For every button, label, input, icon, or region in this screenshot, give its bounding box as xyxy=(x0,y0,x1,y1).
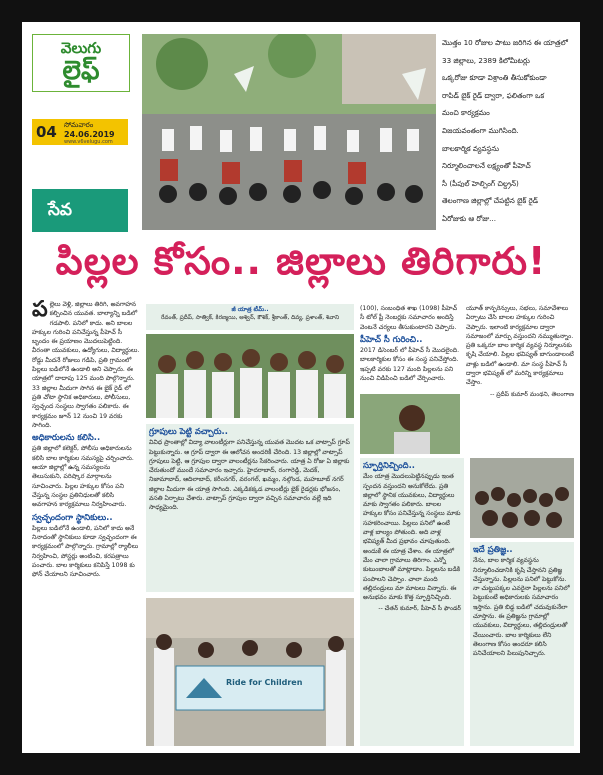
col1-subhead: అధికారులను కలిసి.. xyxy=(32,432,101,443)
col4-subhead: ఇదే ప్రతిజ్ఞ.. xyxy=(473,544,513,554)
col3-paragraph: 2017 డిసెంబర్ లో పీహెచ్ సీ మొదలైంది. బాలకార్మికుల కోసం ఈ సంస్థ పనిచేస్తోంది. ఇప్పటి వరకు 127 మంది పిల్లలను పని నుంచి విడిపించి బడిలో చేర్పించారు. xyxy=(360,347,460,383)
groups-box xyxy=(146,424,354,592)
section-label: సేవ xyxy=(32,189,128,232)
team-caption-title: జీ యాత్ర టీమ్.. xyxy=(231,307,269,313)
box-title: గ్రూపులు పెట్టి వచ్చారు.. xyxy=(149,426,228,436)
intro-line: రాపిడ్ బైక్ రైడ్ ద్వారా, ఫలితంగా ఒక xyxy=(442,90,545,100)
inspiration-box xyxy=(360,458,464,746)
intro-line: 33 జిల్లాలు, 2389 కిలోమీటర్లు xyxy=(442,55,530,65)
intro-line: విజయవంతంగా ముగిసింది. xyxy=(442,125,519,135)
team-caption xyxy=(146,304,354,330)
bike-rally-illustration xyxy=(142,34,436,230)
intro-line: మొత్తం 10 రోజుల పాటు జరిగిన ఈ యాత్రలో xyxy=(442,38,568,47)
banner-illustration xyxy=(146,598,354,746)
newspaper-page xyxy=(22,22,580,753)
day-name: సోమవారం xyxy=(64,121,94,129)
box-paragraph: వివిధ ప్రాంతాల్లో విద్యా వాలంటీర్లుగా పనిచేస్తున్న యువత మొదట ఒక వాట్సాప్ గ్రూప్ పెట్టుకున్నారు. ఆ గ్రూప్ ద్వారా ఈ ఆలోచన అందరికీ చేరింది. 13 జిల్లాల్లో వాట్సాప్ గ్రూపులు పెట్టి, ఆ గ్రూపుల ద్వారా వాలంటీర్లను సేకరించారు. యాత్ర ఏ రోజు ఏ జిల్లాకు చేరుతుందో ముందే సమాచారం ఇచ్చారు. హైదరాబాద్, రంగారెడ్డి, మెదక్, నిజామాబాద్, ఆదిలాబాద్, కరీంనగర్, వరంగల్, ఖమ్మం, నల్గొండ, మహబూబ్ నగర్ జిల్లాల మీదుగా ఈ యాత్ర సాగింది. ఎక్కడికక్కడ వాలంటీర్లు బైక్ రైడర్లకు భోజనం, వసతి ఏర్పాటు చేశారు. వాట్సాప్ గ్రూపుల ద్వారా వచ్చిన సమాచారం వల్లే ఇది సాధ్యమైంది. xyxy=(149,439,350,512)
col1-paragraph: పిల్లలు బడిలోనే ఉండాలి, పనిలో కాదు అనే నినాదంతో స్థానికులు కూడా స్వచ్ఛందంగా ఈ కార్యక్రమంలో పాల్గొన్నారు. గ్రామాల్లో ర్యాలీలు నిర్వహించి, పోస్టర్లు అంటించి, కరపత్రాలు పంచారు. బాల కార్మికులు కనిపిస్తే 1098 కు ఫోన్ చేయాలని సూచించారు. xyxy=(32,524,139,579)
crowd-illustration xyxy=(470,458,574,538)
page-headline: పిల్లల కోసం.. జిల్లాలు తిరిగారు! xyxy=(55,239,547,283)
col3-byline: -- చేతన్ కుమార్, పీహెచ్ సీ ఫౌండర్ xyxy=(378,605,461,613)
col1-paragraph: ప్రతి జిల్లాలో కలెక్టర్, పోలీసు అధికారులను కలిసి బాల కార్మికుల సమస్యపై చర్చించారు. ఆయా జిల్లాల్లో ఉన్న సమస్యలను తెలుసుకుని, పరిష్కార మార్గాలను సూచించారు. పిల్లల హక్కుల కోసం పని చేస్తున్న సంస్థల ప్రతినిధులతో కలిసి అవగాహన కార్యక్రమాలు నిర్వహించారు. xyxy=(32,445,134,509)
date-bar xyxy=(32,119,128,145)
drop-cap: ప xyxy=(32,300,48,322)
col4-paragraph: యూత్ కాన్ఫరెన్సులు, సభలు, సమావేశాలు ఏర్పాటు చేసి బాలల హక్కుల గురించి చెప్పారు. ఇలాంటి కార్యక్రమాల ద్వారా సమాజంలో మార్పు వస్తుందని నమ్ముతున్నాం. ప్రతి ఒక్కరూ బాల కార్మిక వ్యవస్థ నిర్మూలనకు కృషి చేయాలి. పిల్లల భవిష్యత్ బాగుండాలంటే వాళ్లు బడిలో ఉండాలి. మా సంస్థ పీహెచ్ సీ ద్వారా భవిష్యత్ లో మరిన్ని కార్యక్రమాలు చేస్తాం. xyxy=(466,305,574,387)
page-number: 04 xyxy=(36,123,57,141)
logo-line2: లైఫ్ xyxy=(62,56,100,86)
col1-paragraph: ల్లెలు వెళ్లి, జిల్లాలు తిరిగి, అవగాహన కల్పించిన యువత. బాల్యాన్ని బడిలో గడపాలి. పనిలో కాదు. అని బాలల హక్కుల గురించి పనిచేస్తున్న పీహెచ్ సీ బృందం ఈ ప్రయాణం మొదలుపెట్టింది. వీరంతా యువకులు, ఉద్యోగులు, విద్యార్థులు. రోడ్డు మీదనే రోజులు గడిపి, ప్రతి గ్రామంలో పిల్లలు బడిలోనే ఉండాలి అని చెప్పారు. ఈ యాత్రలో దాదాపు 125 మంది పాల్గొన్నారు. 33 జిల్లాల మీదుగా సాగిన ఈ బైక్ రైడ్ లో ప్రతి చోటా స్థానిక అధికారులు, పోలీసులు, స్వచ్ఛంద సంస్థలు స్వాగతం పలికారు. ఈ కార్యక్రమం జూన్ 12 నుంచి 19 వరకు సాగింది. xyxy=(32,301,140,429)
col3-paragraph: (100), సంబంధిత శాఖ (1098) పీహెచ్ సీ టోల్ ఫ్రీ నెంబర్లకు సమాచారం అందిస్తే వెంటనే చర్యలు తీసుకుంటారని చెప్పారు. xyxy=(360,305,458,331)
intro-line: బాలకార్మిక వ్యవస్థను xyxy=(442,143,499,153)
intro-line: తెలంగాణ జిల్లాల్లో చేపట్టిన బైక్ రైడ్ xyxy=(442,196,539,206)
banner-text: Ride for Children xyxy=(226,678,303,687)
intro-line: సీ (పీపుల్ హెల్పింగ్ చిల్డ్రన్) xyxy=(442,178,519,188)
banner-photo xyxy=(146,598,354,746)
intro-column xyxy=(442,34,574,230)
team-photo xyxy=(146,334,354,418)
col3-paragraph: మేం యాత్ర మొదలుపెట్టినప్పుడు ఇంత స్పందన వస్తుందని అనుకోలేదు. ప్రతి జిల్లాలో స్థానిక యువకులు, విద్యార్థులు మాకు స్వాగతం పలికారు. బాలల హక్కుల కోసం పనిచేస్తున్న సంస్థలు మాకు సహకరించాయి. పిల్లలు పనిలో ఉంటే వాళ్ల బాల్యం పోతుంది. అది వాళ్ల భవిష్యత్ మీద ప్రభావం చూపుతుంది. అందుకే ఈ యాత్ర చేశాం. ఈ యాత్రలో మేం చాలా గ్రామాలు తిరిగాం. ఎన్నో కుటుంబాలతో మాట్లాడాం. పిల్లలను బడికి పంపాలని చెప్పాం. చాలా మంది తల్లిదండ్రులు మా మాటలు విన్నారు. ఈ అనుభవం మాకు కొత్త స్ఫూర్తినిచ్చింది. xyxy=(363,473,461,602)
column-1 xyxy=(32,300,140,746)
col1-subhead: స్వచ్ఛందంగా స్థానికులు.. xyxy=(32,511,113,522)
founder-photo xyxy=(360,394,460,454)
pledge-box xyxy=(470,542,574,746)
logo-line1: వెలుగు xyxy=(60,39,102,57)
website: www.v6velugu.com xyxy=(64,139,113,145)
column-4a xyxy=(466,304,574,448)
intro-line: నిర్మూలించాలనే లక్ష్యంతో పీహెచ్ xyxy=(442,161,531,171)
bike-rally-photo xyxy=(142,34,436,230)
col4-byline: -- ప్రదీప్ కుమార్ మంథని, తెలంగాణ xyxy=(490,390,574,398)
intro-line: ఒక్కరోజు కూడా విశ్రాంతి తీసుకోకుండా xyxy=(442,73,547,83)
issue-date: 24.06.2019 xyxy=(64,130,115,139)
intro-line: ఏరోజుకు ఆ రోజు... xyxy=(442,213,497,223)
team-caption-names: రేవంత్, ప్రదీప్, సాత్విక్, కిరణ్మయి, అశ్విన్, కౌశిక్, శ్రీకాంత్, దివ్య, ప్రశాంత్, శివాని xyxy=(160,315,340,321)
crowd-photo xyxy=(470,458,574,538)
col4-paragraph: నేను, బాల కార్మిక వ్యవస్థను నిర్మూలించడానికి కృషి చేస్తానని ప్రతిజ్ఞ చేస్తున్నాను. పిల్లలను పనిలో పెట్టుకోను. నా చుట్టుపక్కల ఎవరైనా పిల్లలను పనిలో పెట్టుకుంటే అధికారులకు సమాచారం ఇస్తాను. ప్రతి బిడ్డ బడిలో చదువుకునేలా చూస్తాను. ఈ ప్రతిజ్ఞను గ్రామాల్లో యువకులు, విద్యార్థులు, తల్లిదండ్రులతో చేయించారు. బాల కార్మికులు లేని తెలంగాణ కోసం అందరూ కలిసి పనిచేయాలని పిలుపునిచ్చారు. xyxy=(473,557,570,658)
intro-line: మంచి కార్యక్రమం xyxy=(442,108,490,118)
founder-illustration xyxy=(360,394,460,454)
col3-subhead: పీహెచ్ సీ గురించి.. xyxy=(360,333,423,344)
team-illustration xyxy=(146,334,354,418)
velugu-life-logo xyxy=(32,34,130,92)
col3-subhead: స్ఫూర్తినిచ్చింది.. xyxy=(363,460,415,470)
